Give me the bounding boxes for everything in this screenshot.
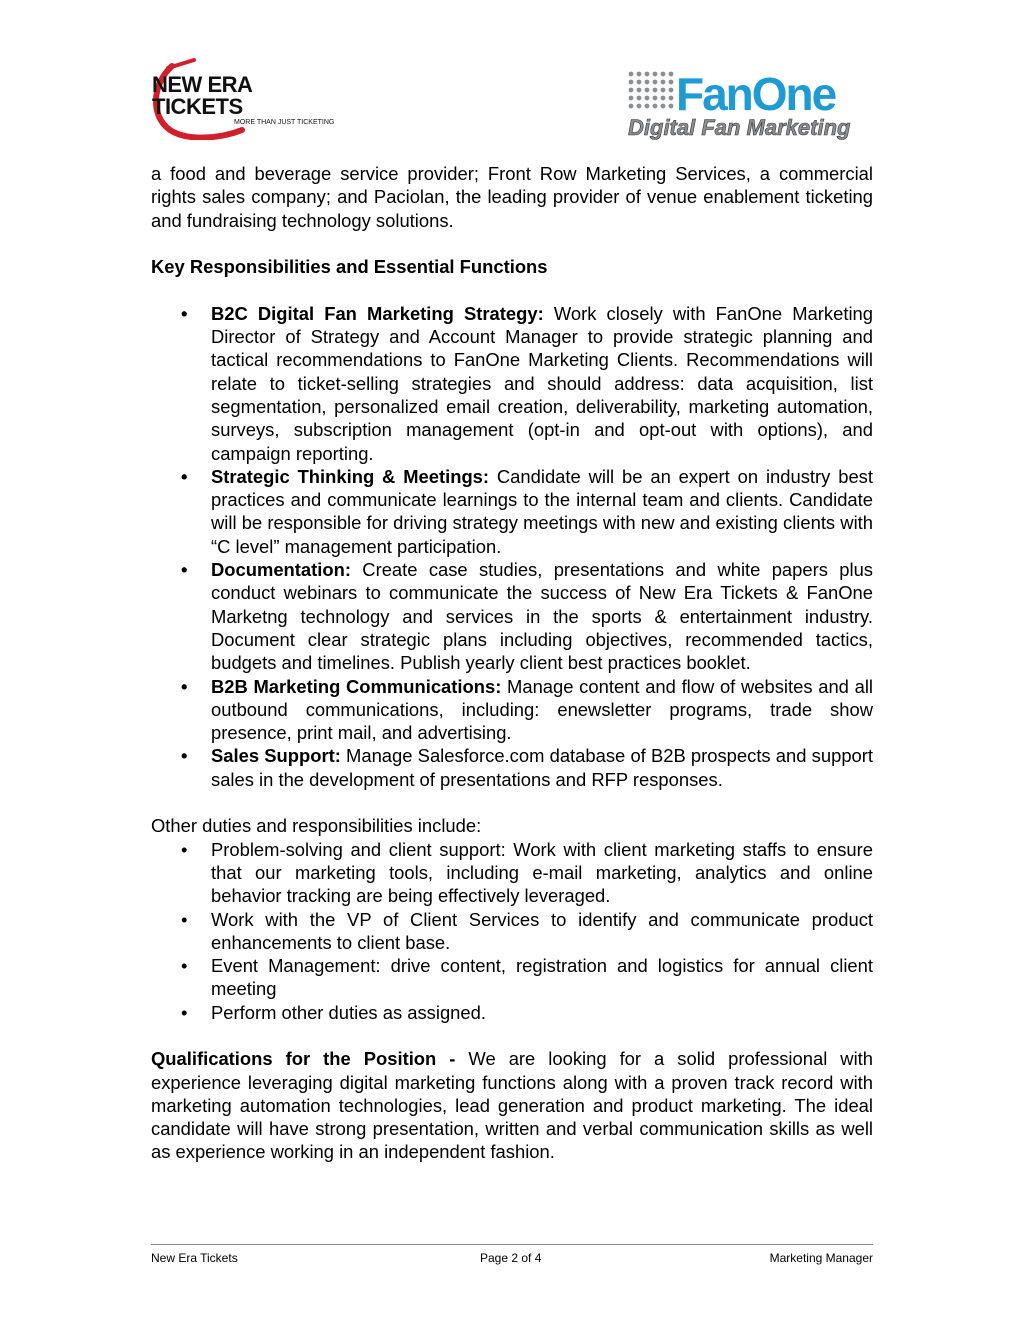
item-text: Problem-solving and client support: Work with client marketing staffs to ensure that our marketing tools, including e-mail marketing, analytics and online behavior tracking are being effectively leveraged. [211,838,873,907]
bullet-icon: • [181,675,188,697]
list-item [151,908,873,955]
other-duties-heading: Other duties and responsibilities include: [151,815,482,837]
footer-page-number: Page 2 of 4 [480,1251,542,1265]
list-item [151,744,873,791]
fanone-logo [626,68,876,140]
qualifications-paragraph [151,1047,873,1163]
bullet-icon: • [181,1001,188,1023]
list-item [151,465,873,558]
item-text: Work closely with FanOne Marketing Director of Strategy and Account Manager to provide strategic planning and tactical recommendations to FanOne Marketing Clients. Recommendations will relate to ticket-selling strategies and should address: data acquisition, list segmentation, personalized email creation, deliverability, marketing automation, surveys, subscription management (opt-in and opt-out with options), and campaign reporting. [211,302,873,464]
item-text: Perform other duties as assigned. [211,1001,486,1023]
logo-line2: TICKETS [152,94,243,119]
logo-brand: FanOne [676,68,836,120]
item-text: Manage content and flow of websites and all outbound communications, including: enewsletter programs, trade show presence, print mail, and advertising. [211,675,873,744]
list-item [151,302,873,465]
logo-line1: NEW ERA [152,72,253,97]
item-text: Create case studies, presentations and white papers plus conduct webinars to communicate the success of New Era Tickets & FanOne Marketng technology and services in the sports & entertainment industry. Document clear strategic plans including objectives, recommended tactics, budgets and timelines. Publish yearly client best practices booklet. [211,559,873,674]
responsibilities-list [151,302,873,791]
list-item [151,954,873,1001]
bullet-icon: • [181,955,188,977]
bullet-icon: • [181,745,188,767]
footer-left: New Era Tickets [151,1251,238,1265]
intro-paragraph: a food and beverage service provider; Front Row Marketing Services, a commercial rights sales company; and Paciolan, the leading provider of venue enablement ticketing and fundraising technology solutions. [151,163,873,231]
list-item [151,558,873,674]
item-text: Event Management: drive content, registration and logistics for annual client meeting [211,955,873,1000]
bullet-icon: • [181,838,188,860]
key-responsibilities-heading: Key Responsibilities and Essential Functions [151,256,548,278]
logo-tagline: MORE THAN JUST TICKETING [234,119,335,126]
list-item [151,675,873,745]
item-text: Manage Salesforce.com database of B2B prospects and support sales in the development of presentations and RFP responses. [211,745,874,790]
item-label: B2C Digital Fan Marketing Strategy: [211,302,544,324]
footer-right: Marketing Manager [769,1251,873,1265]
bullet-icon: • [181,908,188,930]
list-item [151,838,873,908]
new-era-tickets-logo [150,58,335,140]
qualifications-label: Qualifications for the Position - [151,1048,456,1070]
item-label: B2B Marketing Communications: [211,675,502,697]
document-body [151,162,873,1164]
item-text: Candidate will be an expert on industry best practices and communicate learnings to the internal team and clients. Candidate will be responsible for driving strategy meetings with new and existing clients with “C level” management participation. [211,465,873,557]
bullet-icon: • [181,302,188,324]
qualifications-text: We are looking for a solid professional with experience leveraging digital marketing functions along with a proven track record with marketing automation technologies, lead generation and product marketing. The ideal candidate will have strong presentation, written and verbal communication skills as well as experience working in an independent fashion. [151,1048,874,1163]
bullet-icon: • [181,465,188,487]
item-label: Strategic Thinking & Meetings: [211,465,490,487]
logo-tagline: Digital Fan Marketing [628,115,851,140]
other-duties-list [151,838,873,1024]
dot-grid-icon [629,72,674,109]
item-text: Work with the VP of Client Services to identify and communicate product enhancements to client base. [211,908,873,953]
item-label: Documentation: [211,559,351,581]
item-label: Sales Support: [211,745,341,767]
list-item [151,1001,873,1024]
bullet-icon: • [181,559,188,581]
footer-divider [151,1244,873,1245]
